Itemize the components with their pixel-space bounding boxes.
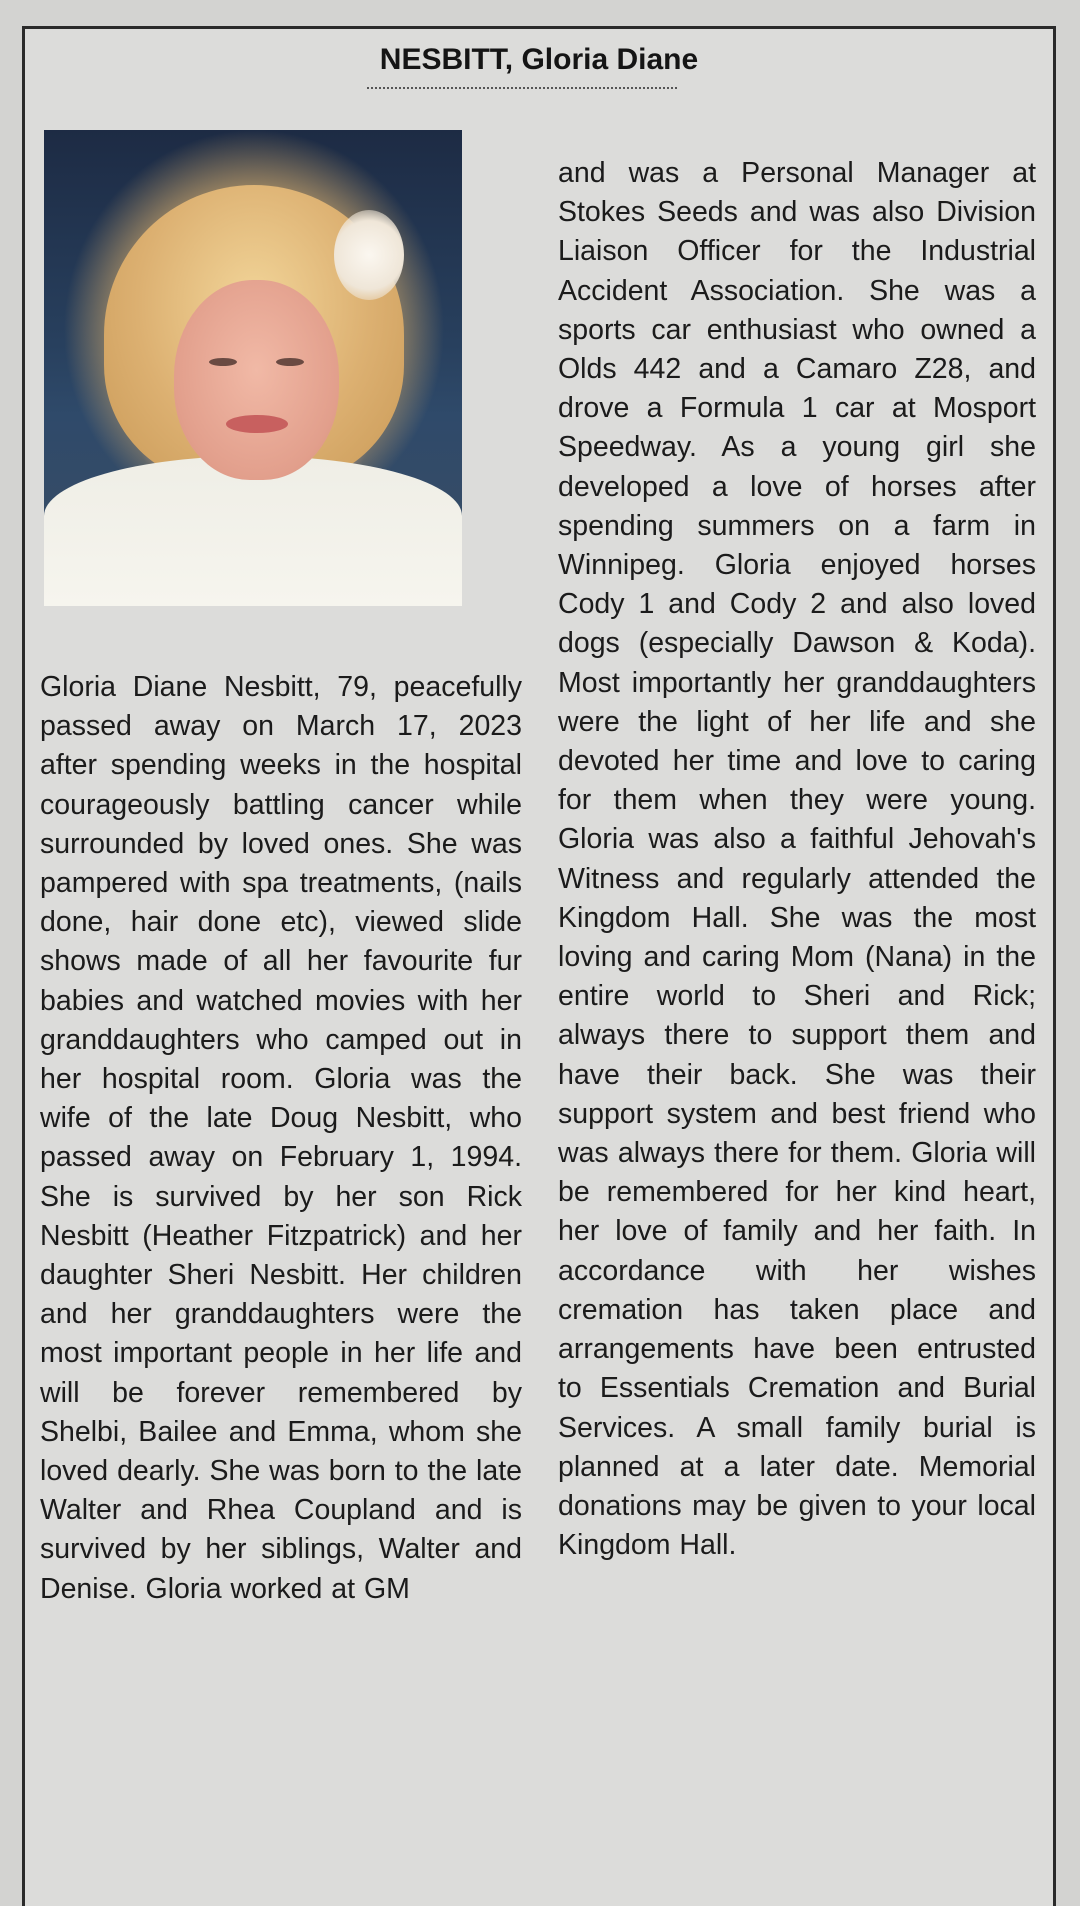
- photo-face: [174, 280, 339, 480]
- photo-hair-flower: [334, 210, 404, 300]
- right-column-paragraph: and was a Personal Manager at Stokes Seeds and was also Division Liaison Officer for the Industrial Accident Association. She was a sports car enthusiast who owned a Olds 442 and a Camaro Z28, and drove a Formula 1 car at Mosport Speedway. As a young girl she developed a love of horses after spending summers on a farm in Winnipeg. Gloria enjoyed horses Cody 1 and Cody 2 and also loved dogs (especially Dawson & Koda). Most importantly her granddaughters were the light of her life and she devoted her time and love to caring for them when they were young. Gloria was also a faithful Jehovah's Witness and regularly attended the Kingdom Hall. She was the most loving and caring Mom (Nana) in the entire world to Sheri and Rick; always there to support them and have their back. She was their support system and best friend who was always there for them. Gloria will be remembered for her kind heart, her love of family and her faith. In accordance with her wishes cremation has taken place and arrangements have been entrusted to Essentials Cremation and Burial Services. A small family burial is planned at a later date. Memorial donations may be given to your local Kingdom Hall.: [558, 157, 1036, 1562]
- headline-dotted-rule: [367, 87, 677, 89]
- obituary-text-left-column: [40, 668, 522, 1609]
- left-column-paragraph: Gloria Diane Nesbitt, 79, peacefully passed away on March 17, 2023 after spending weeks in the hospital courageously battling cancer while surrounded by loved ones. She was pampered with spa treatments, (nails done, hair done etc), viewed slide shows made of all her favourite fur babies and watched movies with her granddaughters who camped out in her hospital room. Gloria was the wife of the late Doug Nesbitt, who passed away on February 1, 1994. She is survived by her son Rick Nesbitt (Heather Fitzpatrick) and her daughter Sheri Nesbitt. Her children and her granddaughters were the most important people in her life and will be forever remembered by Shelbi, Bailee and Emma, whom she loved dearly. She was born to the late Walter and Rhea Coupland and is survived by her siblings, Walter and Denise. Gloria worked at GM: [40, 671, 522, 1605]
- obituary-headline: NESBITT, Gloria Diane: [379, 43, 699, 76]
- photo-eye-left: [209, 358, 237, 366]
- obituary-text-right-column: [558, 154, 1036, 1565]
- portrait-photo: [44, 130, 462, 606]
- photo-lips: [226, 415, 288, 433]
- photo-eye-right: [276, 358, 304, 366]
